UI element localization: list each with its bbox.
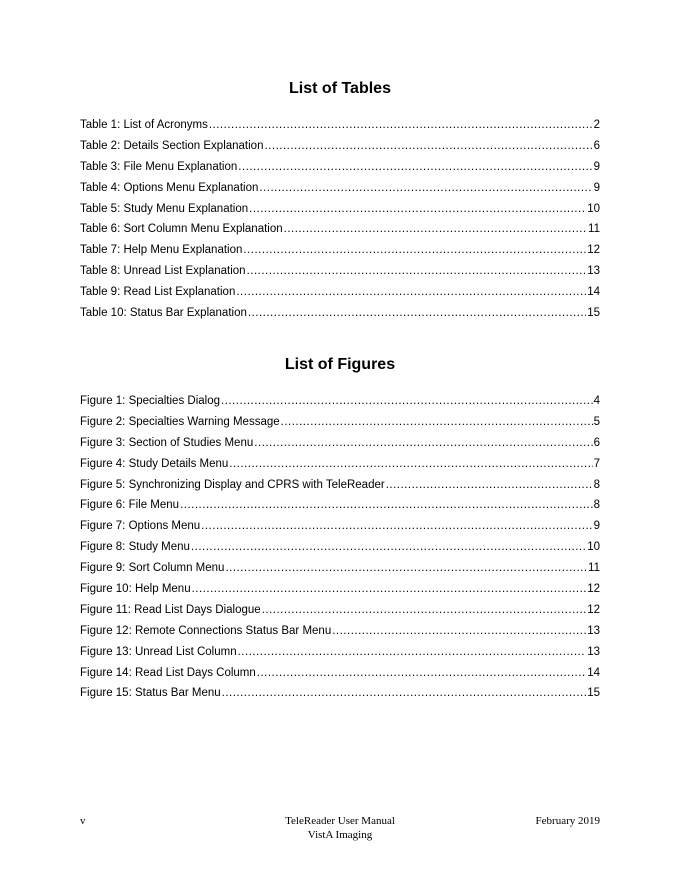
dot-leader xyxy=(221,391,593,412)
figure-entry[interactable] xyxy=(80,579,600,600)
figure-entry[interactable] xyxy=(80,475,600,496)
figure-entry-label: Figure 7: Options Menu xyxy=(80,520,201,533)
table-entry[interactable] xyxy=(80,282,600,303)
dot-leader xyxy=(225,558,587,579)
dot-leader xyxy=(281,412,593,433)
figure-entry[interactable] xyxy=(80,600,600,621)
tables-toc-list xyxy=(80,115,600,324)
figure-entry-label: Figure 10: Help Menu xyxy=(80,583,191,596)
figure-entry-page-number: 8 xyxy=(593,499,600,512)
figure-entry-page-number: 5 xyxy=(593,415,600,428)
figure-entry-page-number: 4 xyxy=(593,395,600,407)
table-entry-page-number: 10 xyxy=(587,202,600,215)
dot-leader xyxy=(192,579,587,600)
table-entry-label: Table 4: Options Menu Explanation xyxy=(80,181,259,194)
dot-leader xyxy=(248,303,586,324)
figure-entry-page-number: 12 xyxy=(587,583,600,596)
dot-leader xyxy=(284,219,587,240)
table-entry-page-number: 9 xyxy=(593,160,600,173)
table-entry-label: Table 7: Help Menu Explanation xyxy=(80,244,243,257)
footer-title-line1: TeleReader User Manual xyxy=(285,815,395,827)
dot-leader xyxy=(257,663,586,684)
dot-leader xyxy=(264,136,592,157)
figure-entry[interactable] xyxy=(80,412,600,433)
table-entry-page-number: 6 xyxy=(593,139,600,152)
dot-leader xyxy=(386,475,593,496)
table-entry[interactable] xyxy=(80,219,600,240)
dot-leader xyxy=(332,621,586,642)
table-entry-label: Table 10: Status Bar Explanation xyxy=(80,307,247,320)
dot-leader xyxy=(238,157,592,178)
figure-entry-label: Figure 14: Read List Days Column xyxy=(80,666,256,679)
figure-entry-label: Figure 2: Specialties Warning Message xyxy=(80,415,280,428)
figure-entry[interactable] xyxy=(80,516,600,537)
dot-leader xyxy=(209,115,593,136)
figure-entry[interactable] xyxy=(80,537,600,558)
figure-entry[interactable] xyxy=(80,683,600,704)
figure-entry[interactable] xyxy=(80,495,600,516)
table-entry-page-number: 9 xyxy=(593,181,600,194)
dot-leader xyxy=(254,433,592,454)
footer-date: February 2019 xyxy=(535,815,600,827)
figure-entry-label: Figure 15: Status Bar Menu xyxy=(80,687,221,700)
table-entry-page-number: 2 xyxy=(593,119,600,131)
dot-leader xyxy=(259,178,592,199)
table-entry[interactable] xyxy=(80,157,600,178)
table-entry-page-number: 11 xyxy=(588,223,600,236)
figure-entry[interactable] xyxy=(80,663,600,684)
table-entry[interactable] xyxy=(80,115,600,136)
table-entry[interactable] xyxy=(80,303,600,324)
figure-entry-label: Figure 4: Study Details Menu xyxy=(80,457,229,470)
figure-entry-page-number: 14 xyxy=(587,666,600,679)
dot-leader xyxy=(229,454,592,475)
dot-leader xyxy=(247,261,587,282)
table-entry-label: Table 2: Details Section Explanation xyxy=(80,139,264,152)
table-entry-page-number: 14 xyxy=(587,286,600,299)
figures-toc-list xyxy=(80,391,600,704)
table-entry[interactable] xyxy=(80,178,600,199)
figure-entry-page-number: 10 xyxy=(587,541,600,554)
dot-leader xyxy=(236,282,586,303)
dot-leader xyxy=(243,240,586,261)
footer-page-number: v xyxy=(80,815,86,827)
table-entry[interactable] xyxy=(80,240,600,261)
table-entry[interactable] xyxy=(80,199,600,220)
figure-entry[interactable] xyxy=(80,558,600,579)
figure-entry[interactable] xyxy=(80,454,600,475)
table-entry-label: Table 3: File Menu Explanation xyxy=(80,160,238,173)
figure-entry[interactable] xyxy=(80,642,600,663)
figure-entry-label: Figure 6: File Menu xyxy=(80,499,180,512)
figure-entry-page-number: 11 xyxy=(588,562,600,575)
table-entry-label: Table 1: List of Acronyms xyxy=(80,119,208,131)
figure-entry-label: Figure 8: Study Menu xyxy=(80,541,190,554)
table-entry[interactable] xyxy=(80,261,600,282)
dot-leader xyxy=(191,537,586,558)
figure-entry-page-number: 8 xyxy=(593,478,600,491)
dot-leader xyxy=(180,495,593,516)
dot-leader xyxy=(201,516,592,537)
dot-leader xyxy=(222,683,587,704)
figure-entry-label: Figure 13: Unread List Column xyxy=(80,645,237,658)
figure-entry-label: Figure 1: Specialties Dialog xyxy=(80,395,220,407)
figure-entry-page-number: 9 xyxy=(593,520,600,533)
table-entry[interactable] xyxy=(80,136,600,157)
table-entry-page-number: 15 xyxy=(587,307,600,320)
figure-entry-label: Figure 3: Section of Studies Menu xyxy=(80,436,254,449)
figure-entry-page-number: 13 xyxy=(587,624,600,637)
table-entry-label: Table 8: Unread List Explanation xyxy=(80,265,246,278)
list-of-figures-heading: List of Figures xyxy=(284,356,396,373)
figure-entry[interactable] xyxy=(80,433,600,454)
table-entry-page-number: 12 xyxy=(587,244,600,257)
table-entry-label: Table 6: Sort Column Menu Explanation xyxy=(80,223,283,236)
list-of-tables-heading: List of Tables xyxy=(289,80,391,97)
figure-entry-page-number: 13 xyxy=(587,645,600,658)
table-entry-page-number: 13 xyxy=(587,265,600,278)
figure-entry-label: Figure 9: Sort Column Menu xyxy=(80,562,225,575)
figure-entry[interactable] xyxy=(80,391,600,412)
figure-entry-label: Figure 12: Remote Connections Status Bar Menu xyxy=(80,624,332,637)
figure-entry-page-number: 6 xyxy=(593,436,600,449)
figure-entry[interactable] xyxy=(80,621,600,642)
dot-leader xyxy=(238,642,587,663)
footer-title-line2: VistA Imaging xyxy=(307,829,373,841)
dot-leader xyxy=(262,600,587,621)
figure-entry-page-number: 15 xyxy=(587,687,600,700)
figure-entry-label: Figure 11: Read List Days Dialogue xyxy=(80,603,261,616)
dot-leader xyxy=(249,199,586,220)
table-entry-label: Table 5: Study Menu Explanation xyxy=(80,202,249,215)
figure-entry-page-number: 12 xyxy=(587,603,600,616)
figure-entry-page-number: 7 xyxy=(593,457,600,470)
figure-entry-label: Figure 5: Synchronizing Display and CPRS with TeleReader xyxy=(80,478,385,491)
table-entry-label: Table 9: Read List Explanation xyxy=(80,286,236,299)
